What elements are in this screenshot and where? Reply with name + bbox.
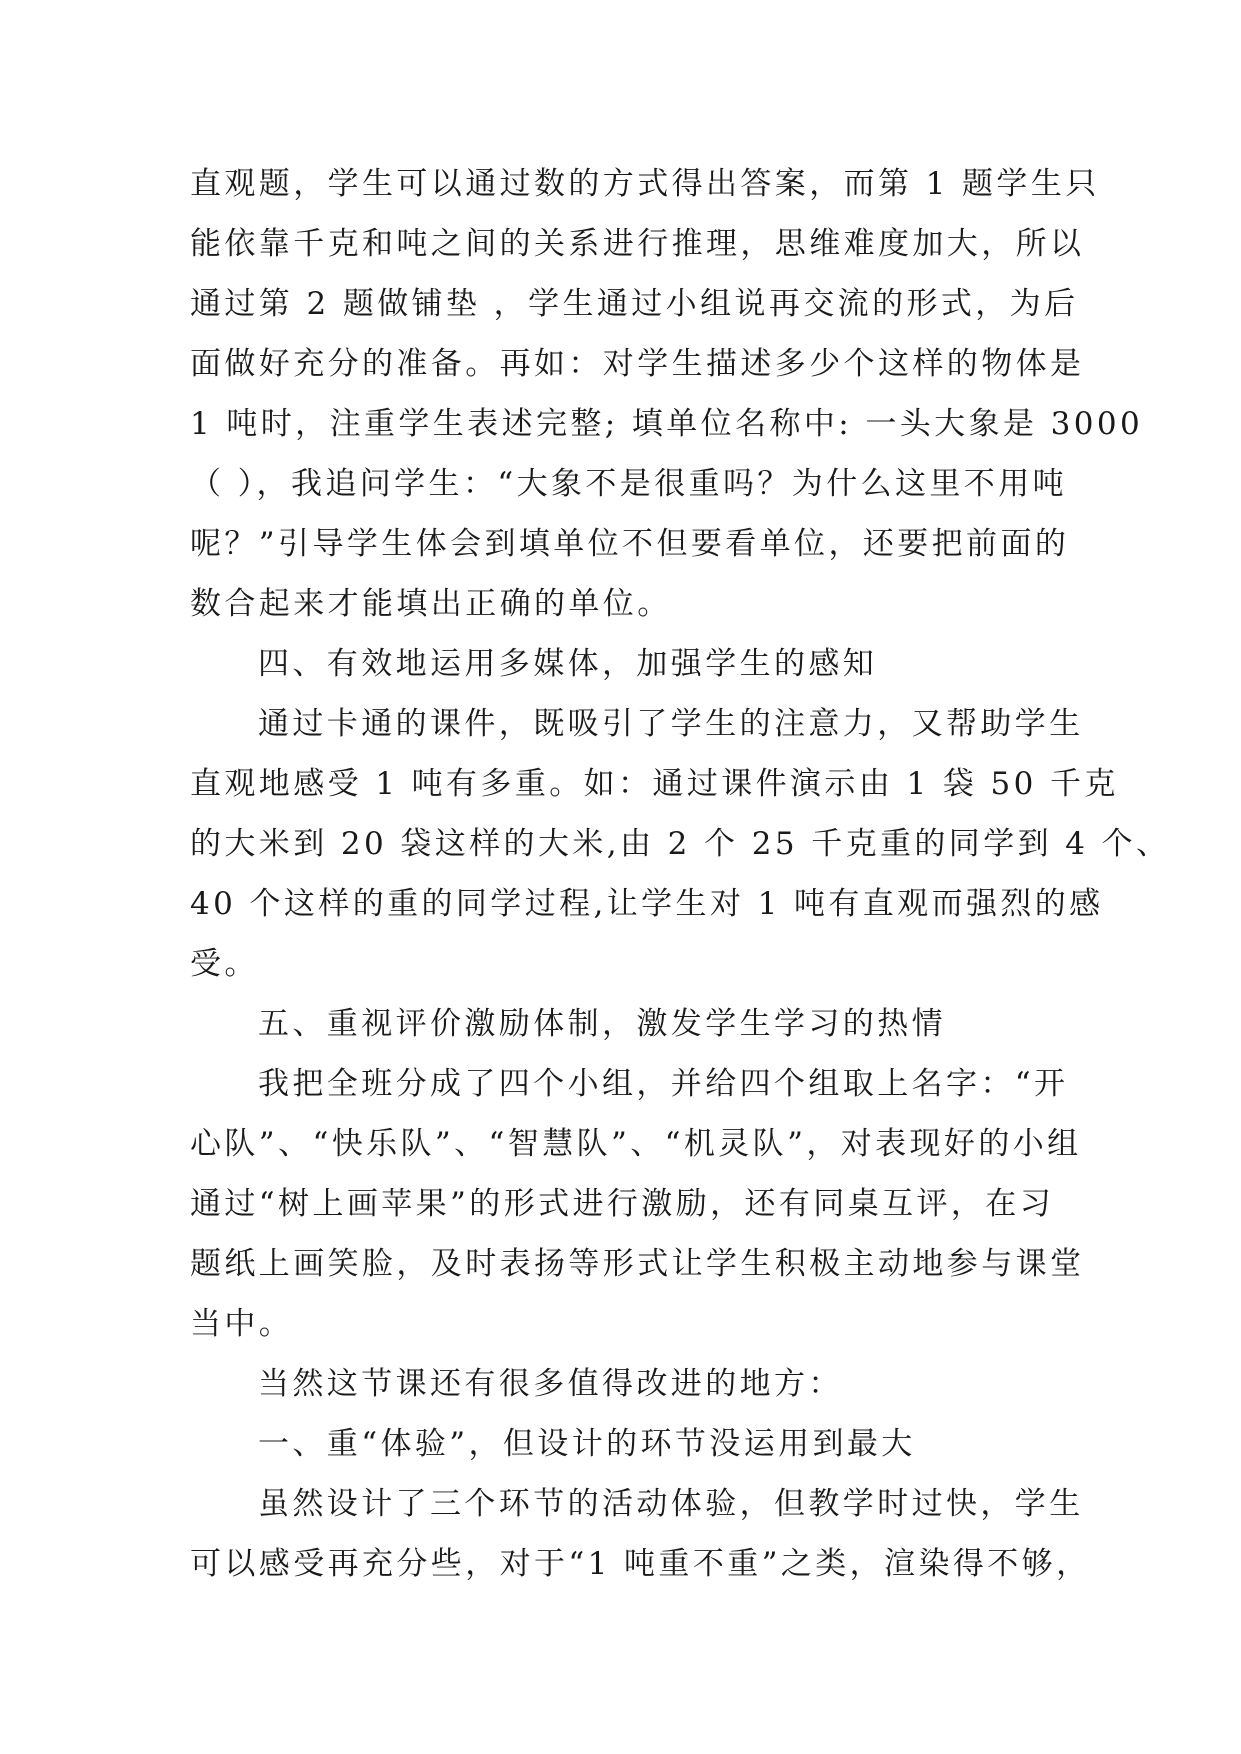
text-line: 数合起来才能填出正确的单位。 <box>190 586 672 622</box>
paragraph-weight-reasoning <box>190 154 1144 634</box>
text-line: 受。 <box>190 946 259 982</box>
section-heading-multimedia <box>190 634 1062 694</box>
text-line: 的大米到 20 袋这样的大米,由 2 个 25 千克重的同学到 4 个、 <box>190 826 1171 862</box>
document-body <box>190 154 1171 1594</box>
text-line: 当然这节课还有很多值得改进的地方： <box>258 1366 843 1402</box>
paragraph-improvements-intro <box>190 1354 1062 1414</box>
text-line: 心队”、“快乐队”、“智慧队”、“机灵队”，对表现好的小组 <box>190 1126 1082 1162</box>
text-line: 1 吨时，注重学生表述完整; 填单位名称中: 一头大象是 3000 <box>190 406 1144 442</box>
section-heading-experience <box>190 1414 1062 1474</box>
paragraph-multimedia <box>190 694 1171 994</box>
text-line: 虽然设计了三个环节的活动体验，但教学时过快，学生 <box>258 1486 1084 1522</box>
text-line: 能依靠千克和吨之间的关系进行推理，思维难度加大，所以 <box>190 226 1085 262</box>
text-line: 可以感受再充分些，对于“1 吨重不重”之类，渲染得不够， <box>190 1546 1091 1582</box>
heading-line: 四、有效地运用多媒体，加强学生的感知 <box>258 646 878 682</box>
text-line: 直观地感受 1 吨有多重。如：通过课件演示由 1 袋 50 千克 <box>190 766 1119 802</box>
text-line: 通过卡通的课件，既吸引了学生的注意力，又帮助学生 <box>258 706 1084 742</box>
section-heading-evaluation <box>190 994 1062 1054</box>
paragraph-experience <box>190 1474 1091 1594</box>
paragraph-evaluation <box>190 1054 1085 1354</box>
text-line: 面做好充分的准备。再如：对学生描述多少个这样的物体是 <box>190 346 1085 382</box>
text-line: 我把全班分成了四个小组，并给四个组取上名字：“开 <box>258 1066 1069 1102</box>
text-line: 题纸上画笑脸，及时表扬等形式让学生积极主动地参与课堂 <box>190 1246 1085 1282</box>
heading-line: 一、重“体验”，但设计的环节没运用到最大 <box>258 1426 916 1462</box>
text-line: 通过“树上画苹果”的形式进行激励，还有同桌互评，在习 <box>190 1186 1055 1222</box>
heading-line: 五、重视评价激励体制，激发学生学习的热情 <box>258 1006 946 1042</box>
text-line: 当中。 <box>190 1306 294 1342</box>
text-line: 通过第 2 题做铺垫 ，学生通过小组说再交流的形式，为后 <box>190 286 1079 322</box>
text-line: 40 个这样的重的同学过程,让学生对 1 吨有直观而强烈的感 <box>190 886 1104 922</box>
text-line: 直观题，学生可以通过数的方式得出答案，而第 1 题学生只 <box>190 166 1100 202</box>
text-line: 呢？”引导学生体会到填单位不但要看单位，还要把前面的 <box>190 526 1070 562</box>
text-line: （ ），我追问学生：“大象不是很重吗？为什么这里不用吨 <box>190 466 1067 502</box>
